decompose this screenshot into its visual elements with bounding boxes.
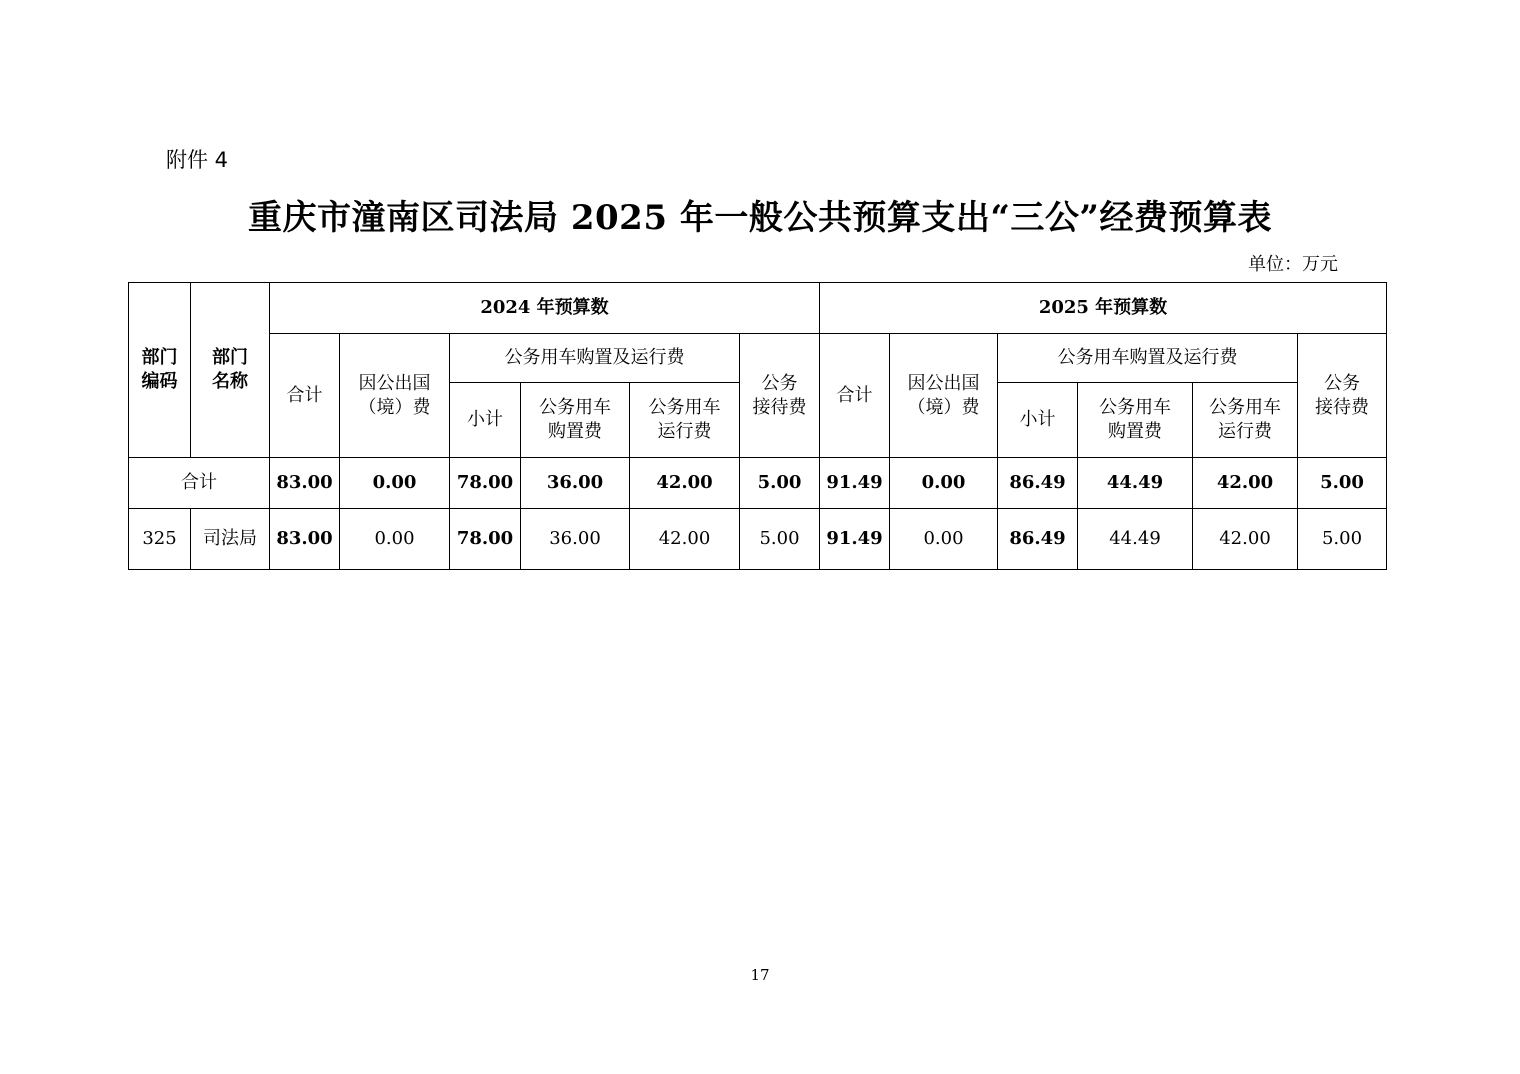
- total-label: 合计: [129, 458, 270, 509]
- table-cell: 91.49: [820, 458, 890, 509]
- table-cell: 83.00: [270, 509, 340, 570]
- header-2024-subtotal: 小计: [450, 383, 521, 458]
- attachment-label: 附件 4: [166, 148, 229, 172]
- table-cell: 42.00: [1193, 458, 1298, 509]
- table-cell: 44.49: [1078, 509, 1193, 570]
- table-cell: 5.00: [740, 458, 820, 509]
- header-dept-code: 部门 编码: [129, 283, 191, 458]
- table-cell: 0.00: [340, 458, 450, 509]
- header-2025-subtotal: 小计: [998, 383, 1078, 458]
- header-2024-total: 合计: [270, 334, 340, 458]
- table-cell: 5.00: [740, 509, 820, 570]
- header-2025-vehicle-operation: 公务用车 运行费: [1193, 383, 1298, 458]
- table-cell: 36.00: [521, 509, 630, 570]
- header-group-2024: 2024 年预算数: [270, 283, 820, 334]
- header-row-groups: [129, 283, 1387, 334]
- table-cell: 86.49: [998, 458, 1078, 509]
- dept-code-cell: 325: [129, 509, 191, 570]
- dept-name-cell: 司法局: [191, 509, 270, 570]
- header-2025-vehicle-group: 公务用车购置及运行费: [998, 334, 1298, 383]
- table-row: [129, 509, 1387, 570]
- table-cell: 0.00: [340, 509, 450, 570]
- table-cell: 0.00: [890, 509, 998, 570]
- header-2024-vehicle-group: 公务用车购置及运行费: [450, 334, 740, 383]
- table-row-total: [129, 458, 1387, 509]
- table-cell: 83.00: [270, 458, 340, 509]
- header-2024-vehicle-purchase: 公务用车 购置费: [521, 383, 630, 458]
- table-cell: 36.00: [521, 458, 630, 509]
- table-cell: 42.00: [630, 509, 740, 570]
- header-row-sub: [129, 334, 1387, 383]
- table-cell: 91.49: [820, 509, 890, 570]
- header-2024-vehicle-operation: 公务用车 运行费: [630, 383, 740, 458]
- header-2025-total: 合计: [820, 334, 890, 458]
- table-cell: 42.00: [630, 458, 740, 509]
- table-cell: 5.00: [1298, 458, 1387, 509]
- header-2024-reception: 公务 接待费: [740, 334, 820, 458]
- table-cell: 86.49: [998, 509, 1078, 570]
- header-group-2025: 2025 年预算数: [820, 283, 1387, 334]
- table-cell: 42.00: [1193, 509, 1298, 570]
- unit-label: 单位：万元: [1248, 254, 1338, 275]
- header-2025-travel: 因公出国 （境）费: [890, 334, 998, 458]
- header-2024-travel: 因公出国 （境）费: [340, 334, 450, 458]
- table-cell: 5.00: [1298, 509, 1387, 570]
- page-number: 17: [750, 966, 770, 984]
- table-cell: 78.00: [450, 458, 521, 509]
- document-title: 重庆市潼南区司法局 2025 年一般公共预算支出“三公”经费预算表: [248, 198, 1272, 238]
- header-2025-reception: 公务 接待费: [1298, 334, 1387, 458]
- header-dept-name: 部门 名称: [191, 283, 270, 458]
- table-cell: 0.00: [890, 458, 998, 509]
- budget-table: [128, 282, 1387, 570]
- header-2025-vehicle-purchase: 公务用车 购置费: [1078, 383, 1193, 458]
- table-cell: 44.49: [1078, 458, 1193, 509]
- table-cell: 78.00: [450, 509, 521, 570]
